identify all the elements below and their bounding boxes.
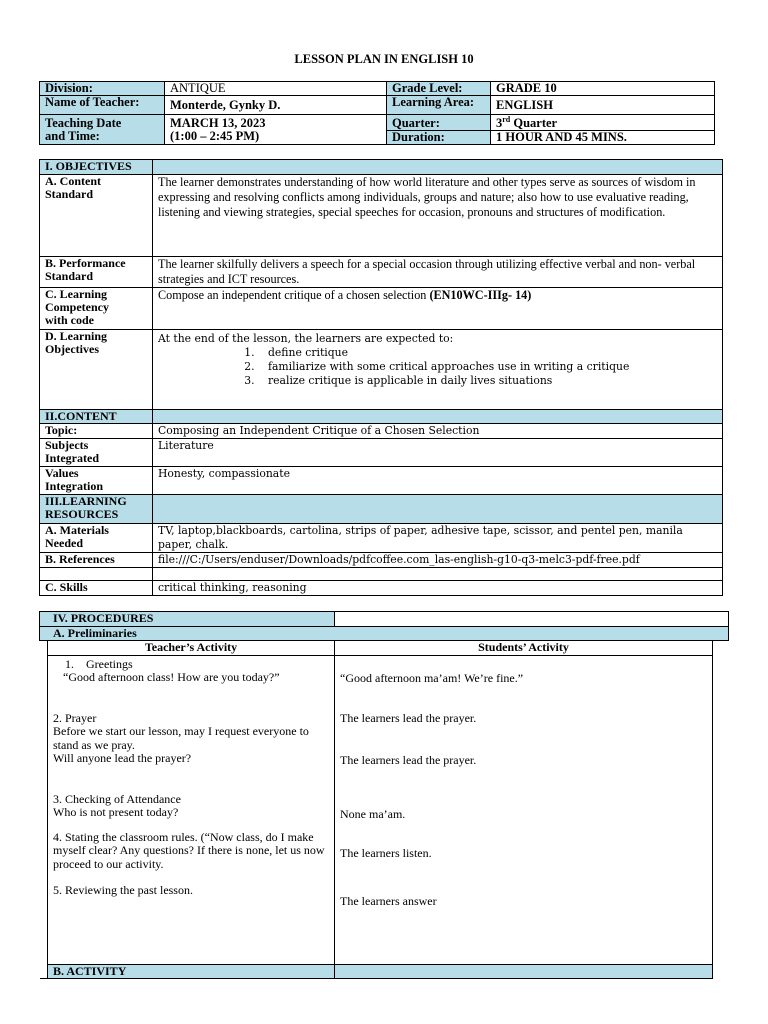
info-table [39, 81, 715, 145]
topic-value: Composing an Independent Critique of a Chosen Selection [153, 424, 723, 439]
spacer [340, 860, 707, 895]
grade-level-label: Grade Level: [387, 82, 491, 96]
attendance-text: Who is not present today? [53, 805, 179, 819]
prayer-text: Before we start our lesson, may I request everyone to stand as we pray. [53, 724, 309, 752]
learning-objectives-list [158, 346, 717, 388]
content-standard-label-line1: A. Content [45, 174, 101, 188]
teachers-activity [48, 655, 335, 964]
materials-needed-label [40, 524, 153, 553]
objectives-heading: I. OBJECTIVES [40, 160, 153, 175]
quarter-label: Quarter: [387, 115, 490, 131]
gutter-cell [713, 641, 729, 656]
values-integration-label [40, 467, 153, 495]
references-link[interactable]: file:///C:/Users/enduser/Downloads/pdfcoffee.com_las-english-g10-q3-melc3-pdf-free.pdf [153, 553, 723, 568]
learning-objectives-text [153, 330, 723, 410]
skills-value: critical thinking, reasoning [153, 581, 723, 596]
duration-label: Duration: [392, 130, 445, 144]
learning-competency-label-line2: Competency [45, 300, 109, 314]
spacer [53, 685, 329, 712]
division-label: Division: [40, 82, 165, 96]
student-review: The learners answer [340, 894, 437, 908]
learning-competency-label [40, 288, 153, 330]
activity-heading-blank [335, 964, 713, 979]
blank-label-cell [40, 568, 153, 581]
greetings-title [53, 658, 329, 672]
content-heading: II.CONTENT [40, 410, 153, 424]
greetings-label: Greetings [86, 656, 133, 671]
content-standard-text: The learner demonstrates understanding of how world literature and other types serve as sources of wisdom in expressing and resolving conflicts among individuals, groups and nature; also how to use evaluative reading, listening and viewing strategies, special speeches for occasion, pronouns and structures of modification. [153, 175, 723, 257]
teaching-date-label-line1: Teaching Date [45, 116, 122, 130]
quarter-duration-values [491, 115, 715, 145]
gutter-cell [40, 964, 48, 979]
attendance-title: 3. Checking of Attendance [53, 791, 181, 806]
student-attendance: None ma’am. [340, 807, 406, 821]
activity-heading: B. ACTIVITY [48, 964, 335, 979]
prayer-title: 2. Prayer [53, 710, 97, 725]
values-integration-value: Honesty, compassionate [153, 467, 723, 495]
procedures-heading: IV. PROCEDURES [40, 612, 335, 627]
gutter-cell [713, 964, 729, 979]
teaching-date-value [165, 115, 387, 145]
review-text: 5. Reviewing the past lesson. [53, 883, 193, 897]
procedures-heading-blank [335, 612, 729, 627]
procedures-table [39, 611, 729, 979]
learning-competency-label-line1: C. Learning [45, 287, 108, 301]
learning-objectives-label-line1: D. Learning [45, 329, 108, 343]
blank-value-cell [153, 568, 723, 581]
content-heading-blank [153, 410, 723, 424]
teaching-date-label-line2: and Time: [45, 129, 100, 143]
quarter-value [491, 115, 714, 131]
student-greeting: “Good afternoon ma’am! We’re fine.” [340, 670, 524, 685]
objectives-heading-blank [153, 160, 723, 175]
teaching-date-label [40, 115, 165, 145]
competency-code: (EN10WC-IIIg- 14) [429, 288, 532, 302]
performance-standard-label-line1: B. Performance [45, 256, 126, 270]
quarter-duration-labels [387, 115, 491, 145]
values-integration-label-line1: Values [45, 466, 79, 480]
subjects-integrated-value: Literature [153, 439, 723, 467]
quarter-word: Quarter [510, 116, 558, 130]
learning-objectives-label-line2: Objectives [45, 342, 99, 356]
materials-needed-value: TV, laptop,blackboards, cartolina, strips of paper, adhesive tape, scissor, and pentel pen, manila paper, chalk. [153, 524, 723, 553]
objective-item: 3. realize critique is applicable in daily lives situations [258, 374, 717, 388]
performance-standard-label-line2: Standard [45, 269, 94, 283]
student-rules: The learners listen. [340, 845, 432, 860]
prayer-question: Will anyone lead the prayer? [53, 751, 192, 765]
subjects-integrated-label-line2: Integrated [45, 451, 99, 465]
objective-item: 1. define critique [258, 346, 717, 360]
teachers-activity-header: Teacher’s Activity [48, 641, 335, 656]
division-value: ANTIQUE [165, 82, 387, 96]
learning-objectives-label [40, 330, 153, 410]
skills-label: C. Skills [40, 581, 153, 596]
gutter-cell [713, 655, 729, 964]
duration-value: 1 HOUR AND 45 MINS. [496, 130, 627, 144]
quarter-number: 3 [496, 116, 503, 130]
performance-standard-text: The learner skilfully delivers a speech for a special occasion through utilizing effective verbal and non- verbal strategies and ICT resources. [153, 257, 723, 288]
topic-label: Topic: [40, 424, 153, 439]
learning-competency-text [153, 288, 723, 330]
learning-resources-heading [40, 495, 153, 524]
learning-area-label: Learning Area: [387, 96, 491, 115]
spacer [340, 767, 707, 808]
spacer [53, 820, 329, 831]
learning-competency-label-line3: with code [45, 313, 94, 327]
greetings-text: “Good afternoon class! How are you today?” [63, 670, 280, 684]
values-integration-label-line2: Integration [45, 479, 103, 493]
learning-area-value: ENGLISH [491, 96, 715, 115]
materials-needed-label-line2: Needed [45, 536, 83, 550]
learning-resources-heading-line2: RESOURCES [45, 507, 119, 521]
preliminaries-heading: A. Preliminaries [40, 626, 729, 641]
objectives-table [39, 159, 723, 596]
page-title: LESSON PLAN IN ENGLISH 10 [294, 52, 474, 66]
teacher-label: Name of Teacher: [40, 96, 165, 115]
classroom-rules-text: 4. Stating the classroom rules. (“Now class, do I make myself clear? Any questions? If there is none, let us now proceed to our activity. [53, 829, 325, 871]
student-prayer-2: The learners lead the prayer. [340, 752, 477, 767]
grade-level-value: GRADE 10 [491, 82, 715, 96]
content-standard-label-line2: Standard [45, 187, 94, 201]
gutter-cell [40, 655, 48, 964]
learning-objectives-intro: At the end of the lesson, the learners are expected to: [158, 332, 454, 345]
student-prayer-1: The learners lead the prayer. [340, 711, 477, 725]
gutter-cell [40, 641, 48, 656]
subjects-integrated-label [40, 439, 153, 467]
teacher-value: Monterde, Gynky D. [165, 96, 387, 115]
references-label: B. References [40, 553, 153, 568]
materials-needed-label-line1: A. Materials [45, 523, 109, 537]
quarter-suffix: rd [502, 114, 511, 124]
time-value: (1:00 – 2:45 PM) [170, 129, 260, 143]
content-standard-label [40, 175, 153, 257]
subjects-integrated-label-line1: Subjects [45, 438, 89, 452]
spacer [53, 766, 329, 793]
performance-standard-label [40, 257, 153, 288]
spacer [340, 726, 707, 754]
learning-resources-heading-blank [153, 495, 723, 524]
students-activity-header: Students’ Activity [335, 641, 713, 656]
students-activity [335, 655, 713, 964]
spacer [340, 822, 707, 847]
competency-description: Compose an independent critique of a chosen selection [158, 288, 430, 302]
learning-resources-heading-line1: III.LEARNING [45, 494, 127, 508]
greetings-number: 1. [65, 656, 74, 671]
objective-item: 2. familiarize with some critical approaches use in writing a critique [258, 360, 717, 374]
spacer [340, 685, 707, 712]
date-value: MARCH 13, 2023 [170, 116, 266, 130]
